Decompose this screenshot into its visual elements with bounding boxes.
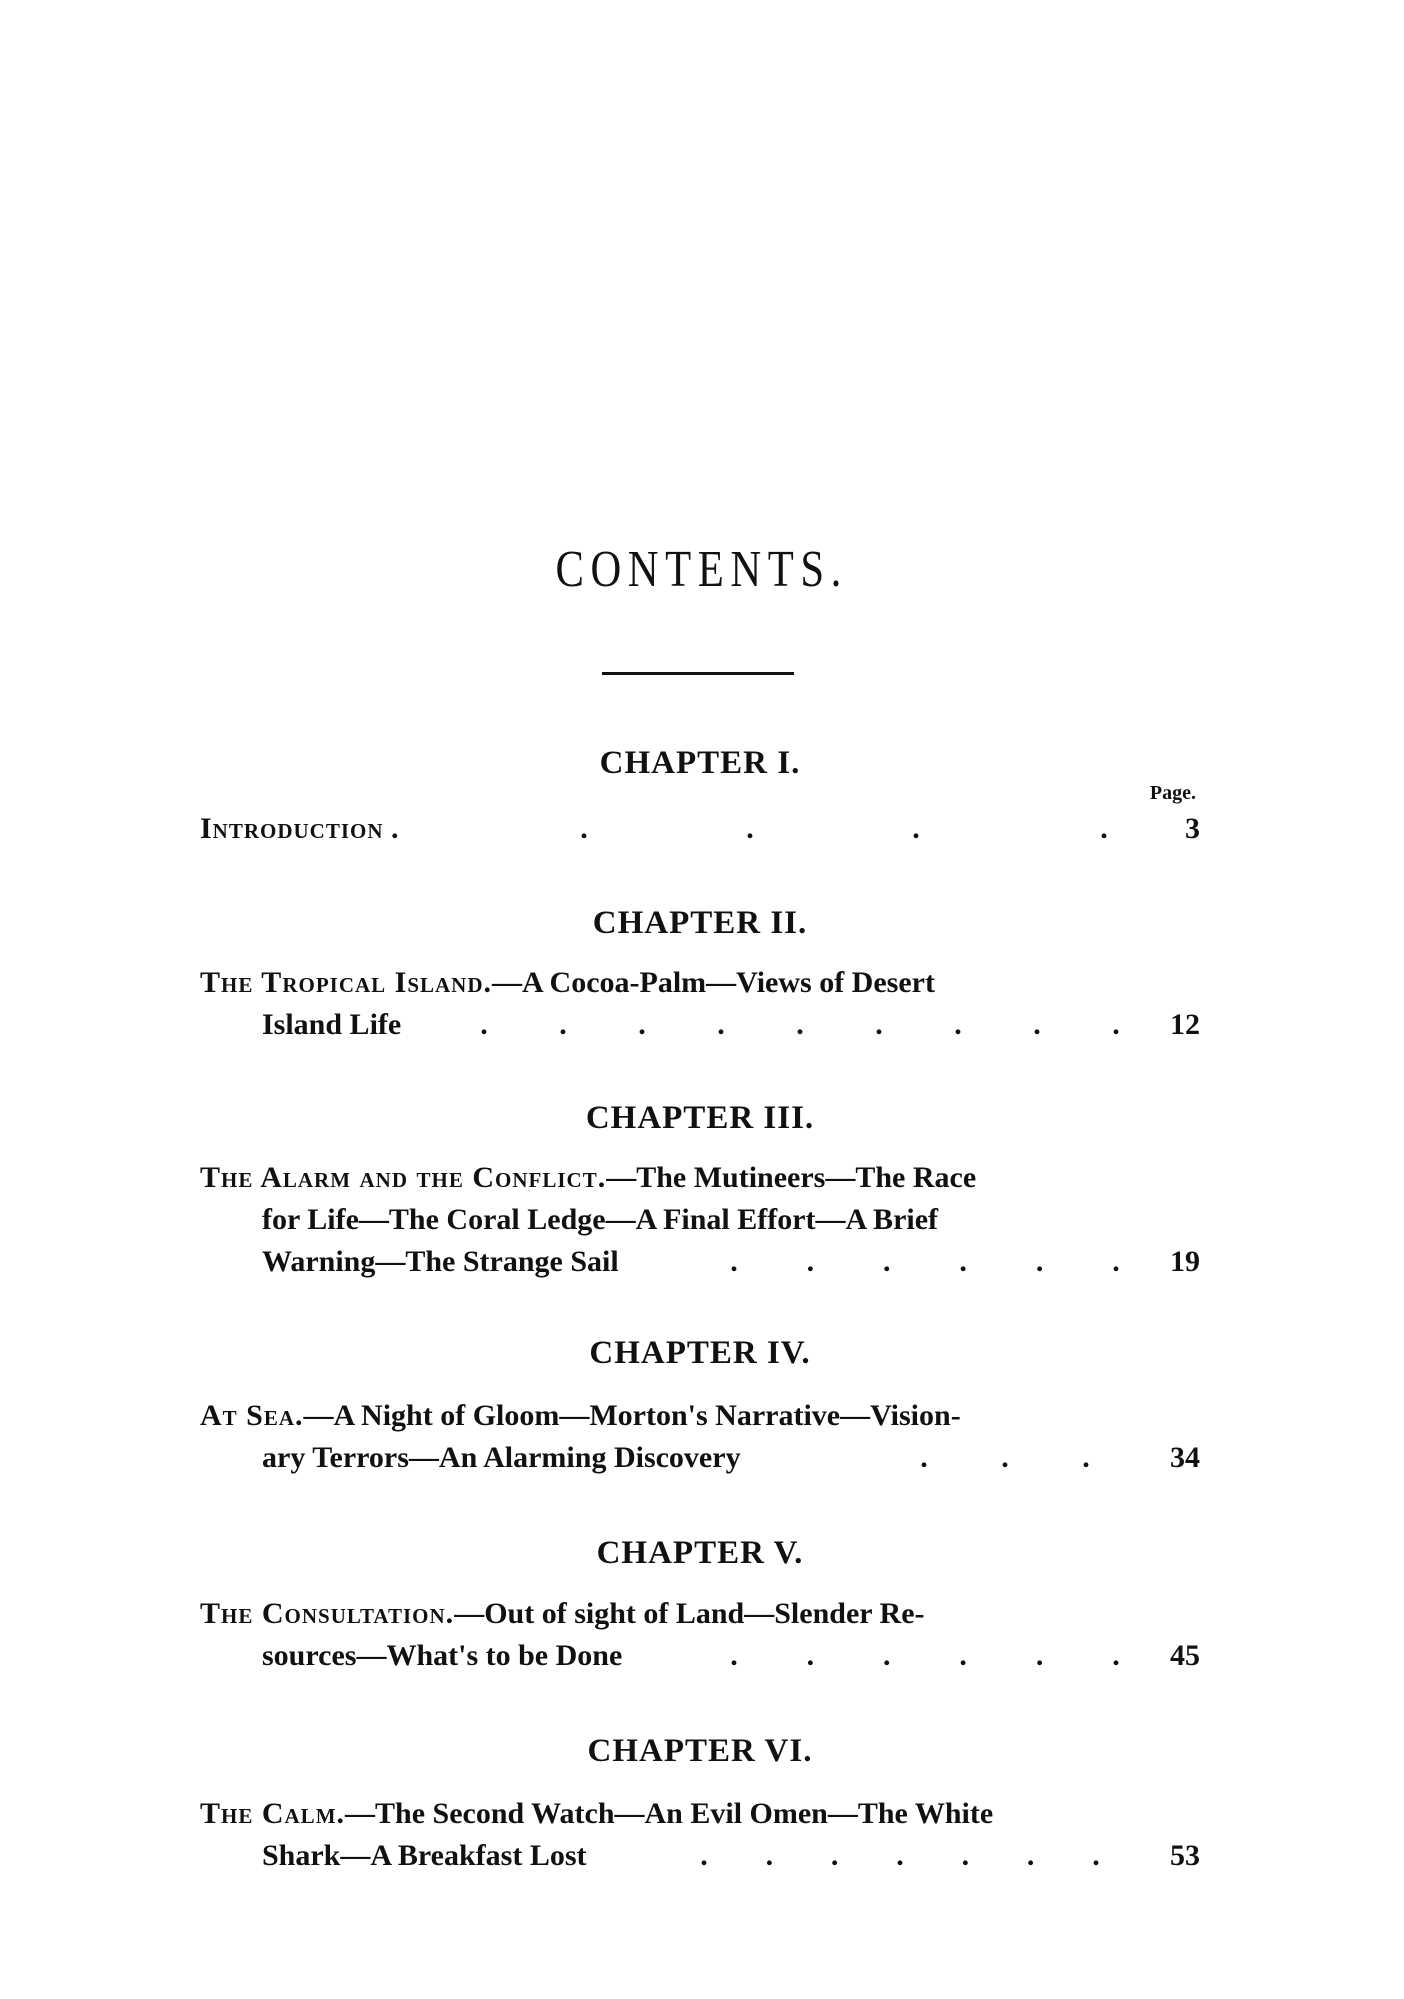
dot-leaders: . . . . . . .	[700, 1839, 1100, 1872]
page-number: 45	[1170, 1639, 1200, 1672]
toc-entry-chapter-6[interactable]	[200, 1793, 1200, 1877]
chapter-title: The Alarm and the Conflict.	[200, 1161, 607, 1194]
chapter-title: Introduction	[200, 812, 384, 845]
chapter-heading: CHAPTER III.	[585, 1100, 815, 1136]
dot-leaders: . . . . . .	[730, 1639, 1120, 1672]
toc-entry-text	[200, 1593, 925, 1635]
page-number: 12	[1170, 1008, 1200, 1041]
toc-entry-line	[200, 1199, 1200, 1241]
title-rule	[602, 672, 794, 675]
dot-leaders: . . . . . .	[730, 1245, 1120, 1278]
chapter-heading: CHAPTER VI.	[587, 1733, 813, 1769]
toc-entry-text	[200, 1157, 976, 1199]
chapter-title: The Consultation.	[200, 1597, 455, 1630]
chapter-heading: CHAPTER I.	[599, 745, 801, 781]
toc-entry-line	[200, 1793, 1200, 1835]
toc-entry-line	[200, 808, 1200, 850]
toc-entry-line	[200, 1635, 1200, 1677]
chapter-topics: ary Terrors—An Alarming Discovery	[262, 1441, 741, 1474]
toc-entry-line	[200, 1241, 1200, 1283]
toc-entry-chapter-2[interactable]	[200, 962, 1200, 1046]
toc-entry-line	[200, 1157, 1200, 1199]
toc-entry-text	[200, 1793, 993, 1835]
page-number: 3	[1185, 812, 1200, 845]
toc-entry-line	[200, 1835, 1200, 1877]
chapter-topics: —Out of sight of Land—Slender Re-	[454, 1597, 925, 1630]
chapter-topics: .	[383, 812, 399, 845]
toc-entry-chapter-3[interactable]	[200, 1157, 1200, 1283]
dot-leaders: . . .	[580, 812, 920, 845]
chapter-topics: Warning—The Strange Sail	[262, 1245, 619, 1278]
toc-entry-text	[200, 1395, 961, 1437]
dot-leaders: .	[1100, 812, 1108, 845]
toc-entry-line	[200, 1395, 1200, 1437]
chapter-title: The Calm.	[200, 1797, 346, 1830]
chapter-topics: sources—What's to be Done	[262, 1639, 623, 1672]
dot-leaders: . . . . . . . . .	[480, 1008, 1120, 1041]
chapter-title: The Tropical Island.	[200, 966, 493, 999]
chapter-heading: CHAPTER II.	[592, 905, 808, 941]
chapter-topics: —The Second Watch—An Evil Omen—The White	[345, 1797, 994, 1830]
chapter-title: At Sea.	[200, 1399, 304, 1432]
page-number: 34	[1170, 1441, 1200, 1474]
chapter-heading: CHAPTER V.	[596, 1535, 804, 1571]
chapter-topics: Shark—A Breakfast Lost	[262, 1839, 587, 1872]
page-number: 19	[1170, 1245, 1200, 1278]
chapter-heading: CHAPTER IV.	[589, 1335, 811, 1371]
page-column-label: Page.	[1149, 782, 1196, 804]
toc-entry-line	[200, 962, 1200, 1004]
toc-entry-line	[200, 1004, 1200, 1046]
chapter-topics: for Life—The Coral Ledge—A Final Effort—A Brief	[262, 1203, 939, 1236]
page-number: 53	[1170, 1839, 1200, 1872]
dot-leaders: . . .	[920, 1441, 1090, 1474]
toc-entry-text	[200, 962, 935, 1004]
chapter-topics: Island Life	[262, 1008, 402, 1041]
toc-entry-text	[200, 808, 399, 850]
toc-entry-chapter-1[interactable]	[200, 808, 1200, 850]
toc-entry-chapter-5[interactable]	[200, 1593, 1200, 1677]
toc-entry-line	[200, 1593, 1200, 1635]
chapter-topics: —A Night of Gloom—Morton's Narrative—Vision-	[303, 1399, 961, 1432]
chapter-topics: —A Cocoa-Palm—Views of Desert	[492, 966, 935, 999]
toc-entry-chapter-4[interactable]	[200, 1395, 1200, 1479]
page-title: CONTENTS.	[555, 541, 848, 598]
chapter-topics: —The Mutineers—The Race	[606, 1161, 977, 1194]
toc-entry-line	[200, 1437, 1200, 1479]
